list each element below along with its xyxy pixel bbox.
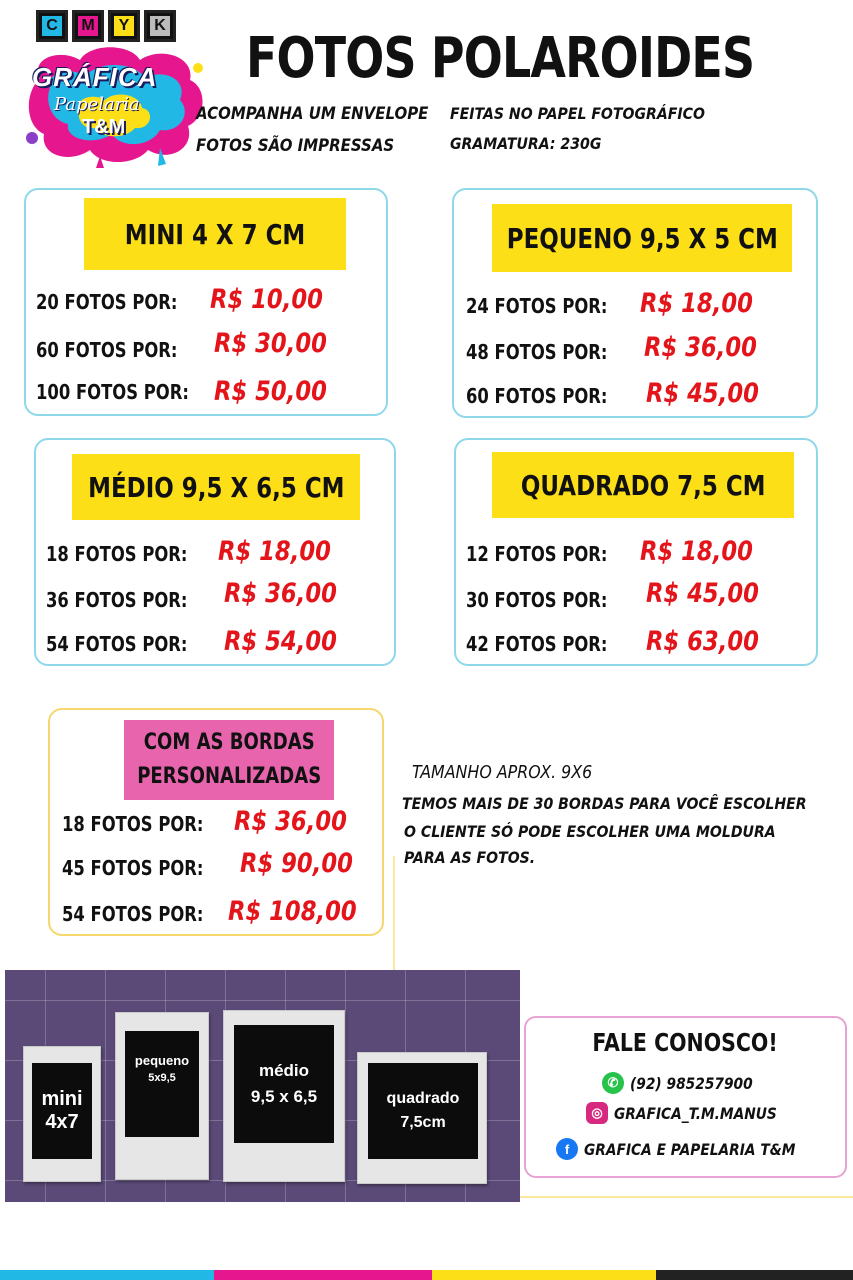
whatsapp-icon: ✆ (602, 1072, 624, 1094)
sample-label: pequeno (134, 1053, 190, 1068)
price-card-quadrado (454, 438, 818, 666)
cutting-mat-line (345, 970, 346, 1202)
row-price: R$ 45,00 (646, 578, 759, 609)
page-title: FOTOS POLAROIDES (246, 26, 755, 91)
sample-polaroid-pequeno (115, 1012, 209, 1180)
logo-name: GRÁFICA (32, 62, 158, 92)
sample-label: 7,5cm (400, 1114, 446, 1131)
cutting-mat-line (5, 1000, 520, 1001)
sample-label: 5x9,5 (148, 1072, 176, 1084)
row-label: 20 FOTOS POR: (36, 290, 178, 314)
sample-polaroid-medio (223, 1010, 345, 1182)
facebook-page: GRAFICA E PAPELARIA T&M (584, 1139, 796, 1159)
price-card-medio (34, 438, 396, 666)
sample-polaroid-quadrado (357, 1052, 487, 1184)
row-label: 54 FOTOS POR: (62, 902, 204, 926)
row-label: 54 FOTOS POR: (46, 632, 188, 656)
stripe-cyan (0, 1270, 214, 1280)
stripe-yellow (432, 1270, 656, 1280)
row-price: R$ 90,00 (240, 848, 353, 879)
row-price: R$ 10,00 (210, 284, 323, 315)
connector-line (393, 856, 395, 972)
note-borders: TEMOS MAIS DE 30 BORDAS PARA VOCÊ ESCOLHER (402, 794, 807, 813)
cutting-mat-line (105, 970, 106, 1202)
header-envelope-text: ACOMPANHA UM ENVELOPE (196, 104, 429, 124)
sample-polaroid-mini (23, 1046, 101, 1182)
row-label: 42 FOTOS POR: (466, 632, 608, 656)
row-label: 60 FOTOS POR: (36, 338, 178, 362)
sample-label: mini (41, 1088, 83, 1110)
header-paper-text: FEITAS NO PAPEL FOTOGRÁFICO (450, 104, 705, 123)
logo-initials: T&M (82, 116, 126, 138)
row-price: R$ 30,00 (214, 328, 327, 359)
row-price: R$ 18,00 (218, 536, 331, 567)
ink-black-box: K (144, 10, 176, 42)
logo-subtitle: Papelaria (54, 94, 140, 115)
sample-label: quadrado (386, 1090, 460, 1107)
ink-magenta-box: M (72, 10, 104, 42)
sample-label: 4x7 (45, 1111, 79, 1133)
facebook-icon: f (556, 1138, 578, 1160)
row-label: 18 FOTOS POR: (62, 812, 204, 836)
row-price: R$ 108,00 (228, 896, 357, 927)
stripe-black (656, 1270, 853, 1280)
row-price: R$ 36,00 (644, 332, 757, 363)
row-price: R$ 50,00 (214, 376, 327, 407)
ink-cyan-box: C (36, 10, 68, 42)
card-title-quadrado: QUADRADO 7,5 CM (492, 452, 794, 518)
header-printed-text: FOTOS SÃO IMPRESSAS (196, 136, 395, 156)
note-size: TAMANHO APROX. 9X6 (412, 762, 593, 783)
contact-facebook[interactable] (556, 1138, 830, 1160)
row-label: 24 FOTOS POR: (466, 294, 608, 318)
price-card-custom-borders (48, 708, 384, 936)
phone-number: (92) 985257900 (630, 1073, 753, 1093)
card-title-custom-borders: COM AS BORDAS PERSONALIZADAS (124, 720, 334, 800)
row-label: 36 FOTOS POR: (46, 588, 188, 612)
instagram-handle: GRAFICA_T.M.MANUS (614, 1103, 777, 1123)
row-label: 48 FOTOS POR: (466, 340, 608, 364)
note-choice-line2: PARA AS FOTOS. (404, 848, 536, 867)
row-label: 100 FOTOS POR: (36, 380, 189, 404)
contact-phone[interactable] (602, 1072, 773, 1094)
row-price: R$ 18,00 (640, 288, 753, 319)
card-title-pequeno: PEQUENO 9,5 X 5 CM (492, 204, 792, 272)
accent-line (520, 1196, 853, 1198)
row-price: R$ 36,00 (234, 806, 347, 837)
samples-photo (5, 970, 520, 1202)
stripe-magenta (214, 1270, 432, 1280)
price-card-mini (24, 188, 388, 416)
row-label: 45 FOTOS POR: (62, 856, 204, 880)
row-label: 60 FOTOS POR: (466, 384, 608, 408)
row-price: R$ 63,00 (646, 626, 759, 657)
header-weight-text: GRAMATURA: 230G (450, 134, 602, 153)
row-label: 12 FOTOS POR: (466, 542, 608, 566)
contact-title: FALE CONOSCO! (592, 1028, 779, 1057)
row-label: 30 FOTOS POR: (466, 588, 608, 612)
ink-yellow-box: Y (108, 10, 140, 42)
brand-logo (14, 10, 214, 180)
row-price: R$ 45,00 (646, 378, 759, 409)
note-choice-line1: O CLIENTE SÓ PODE ESCOLHER UMA MOLDURA (404, 822, 776, 841)
sample-label: 9,5 x 6,5 (250, 1087, 318, 1106)
instagram-icon: ◎ (586, 1102, 608, 1124)
contact-card (524, 1016, 847, 1178)
card-title-medio: MÉDIO 9,5 X 6,5 CM (72, 454, 360, 520)
card-title-mini: MINI 4 X 7 CM (84, 198, 346, 270)
contact-instagram[interactable] (586, 1102, 803, 1124)
row-price: R$ 36,00 (224, 578, 337, 609)
row-price: R$ 54,00 (224, 626, 337, 657)
row-label: 18 FOTOS POR: (46, 542, 188, 566)
sample-label: médio (258, 1061, 310, 1080)
price-card-pequeno (452, 188, 818, 418)
row-price: R$ 18,00 (640, 536, 753, 567)
